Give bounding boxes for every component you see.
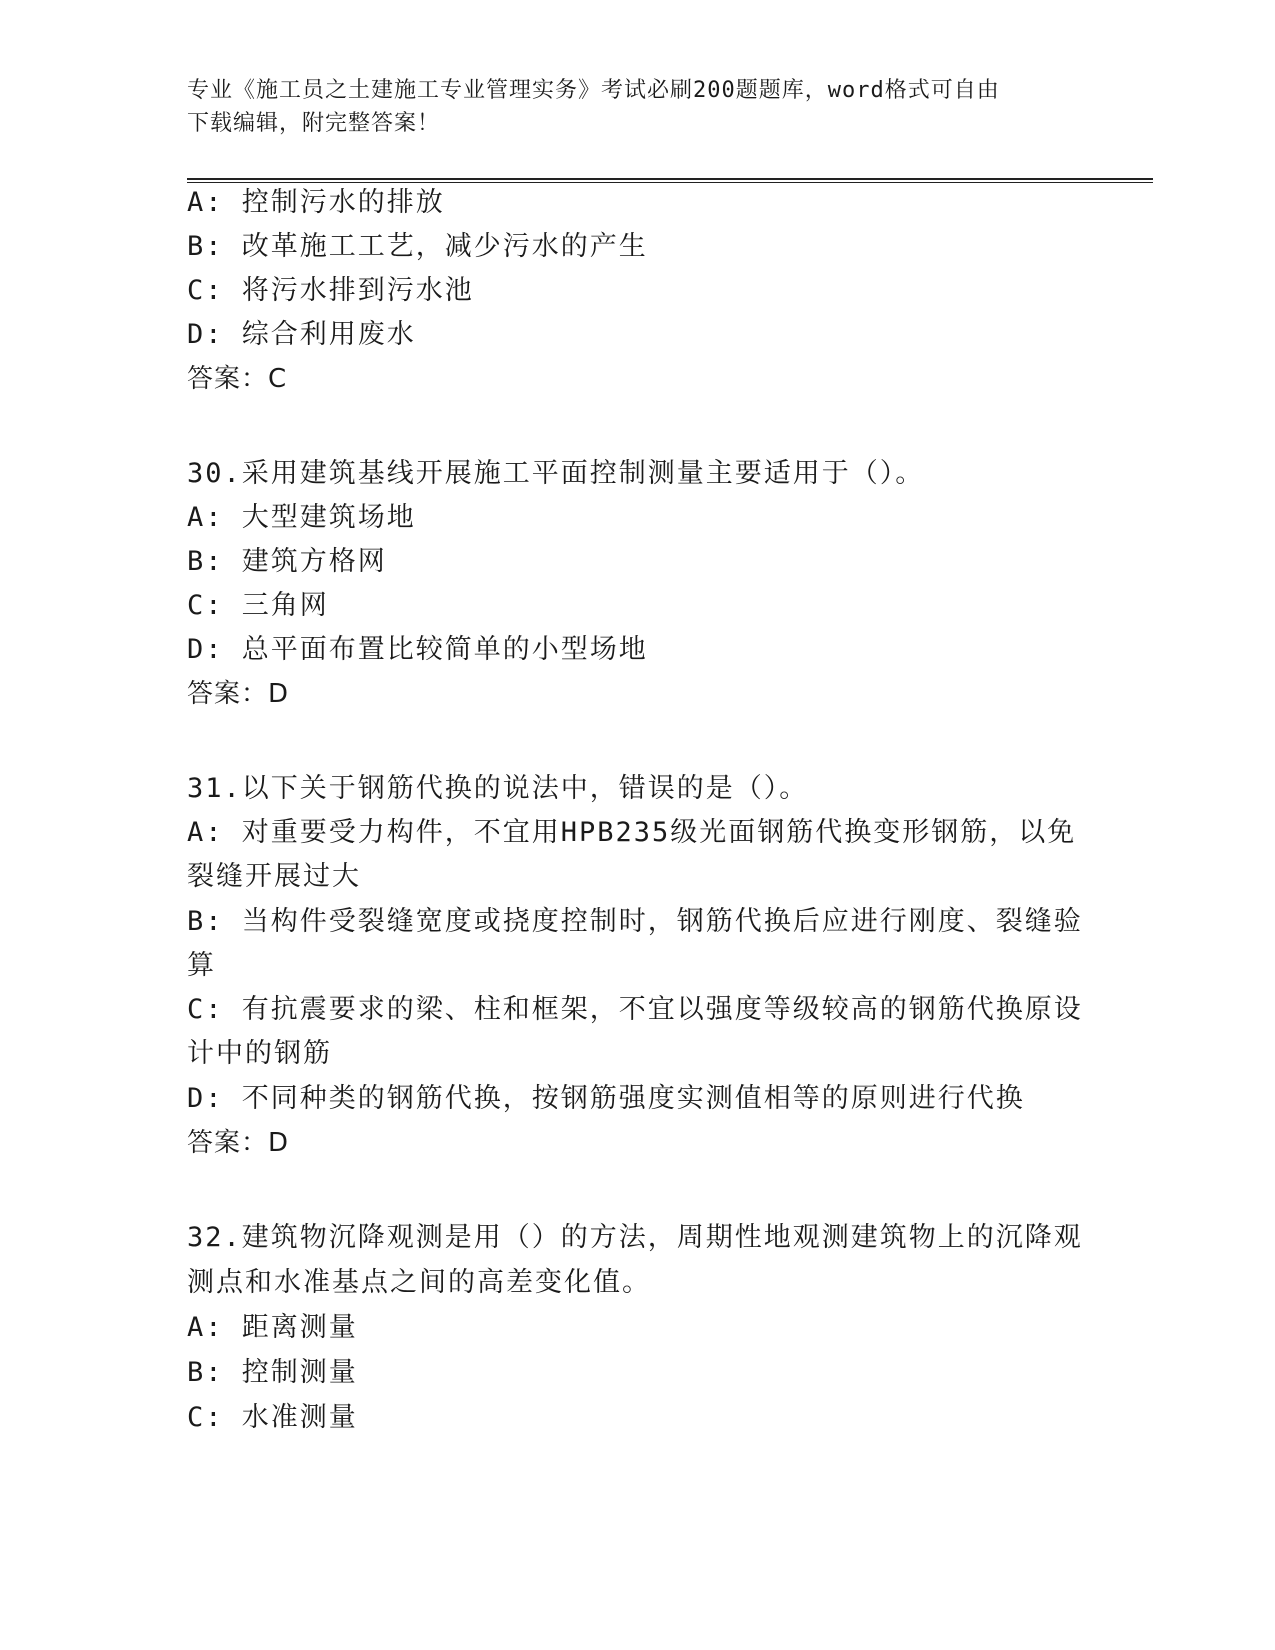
q31-option-d: D: 不同种类的钢筋代换，按钢筋强度实测值相等的原则进行代换 [187, 1083, 1025, 1114]
q30-option-a: A: 大型建筑场地 [187, 502, 416, 533]
q32-stem-line-2: 测点和水准基点之间的高差变化值。 [187, 1267, 651, 1298]
q31-option-b-line-1: B: 当构件受裂缝宽度或挠度控制时，钢筋代换后应进行刚度、裂缝验 [187, 906, 1083, 937]
q29-option-b: B: 改革施工工艺，减少污水的产生 [187, 231, 648, 262]
header-divider [187, 178, 1153, 183]
q32-option-c: C: 水准测量 [187, 1402, 358, 1433]
q30-option-c: C: 三角网 [187, 590, 329, 621]
header-line-1: 专业《施工员之土建施工专业管理实务》考试必刷200题题库，word格式可自由 [187, 78, 1000, 103]
q31-option-a-line-2: 裂缝开展过大 [187, 861, 361, 892]
q32-option-a: A: 距离测量 [187, 1312, 358, 1343]
q29-option-c: C: 将污水排到污水池 [187, 275, 474, 306]
q30-stem: 30.采用建筑基线开展施工平面控制测量主要适用于（）。 [187, 458, 925, 489]
q31-stem: 31.以下关于钢筋代换的说法中，错误的是（）。 [187, 773, 809, 804]
q31-answer: 答案：D [187, 1128, 290, 1158]
q32-stem-line-1: 32.建筑物沉降观测是用（）的方法，周期性地观测建筑物上的沉降观 [187, 1222, 1083, 1253]
q29-option-d: D: 综合利用废水 [187, 319, 416, 350]
q30-option-b: B: 建筑方格网 [187, 546, 387, 577]
document-header [187, 74, 1067, 140]
q31-option-c-line-2: 计中的钢筋 [187, 1038, 332, 1069]
q29-answer: 答案：C [187, 364, 288, 394]
q31-option-a-line-1: A: 对重要受力构件，不宜用HPB235级光面钢筋代换变形钢筋，以免 [187, 817, 1077, 848]
q31-option-c-line-1: C: 有抗震要求的梁、柱和框架，不宜以强度等级较高的钢筋代换原设 [187, 994, 1083, 1025]
header-line-2: 下载编辑，附完整答案！ [187, 111, 441, 136]
q30-option-d: D: 总平面布置比较简单的小型场地 [187, 634, 648, 665]
q29-option-a: A: 控制污水的排放 [187, 187, 445, 218]
q30-answer: 答案：D [187, 679, 290, 709]
q31-option-b-line-2: 算 [187, 950, 216, 981]
q32-option-b: B: 控制测量 [187, 1357, 358, 1388]
